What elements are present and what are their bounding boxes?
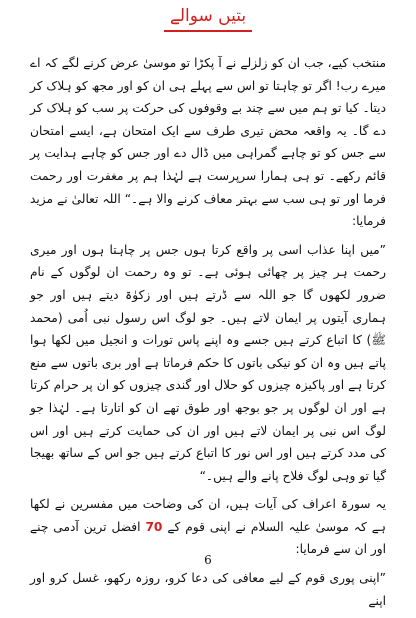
page-number: 6 (204, 553, 212, 567)
paragraph-3-after: افضل ترین آدمی چنے اور ان سے فرمایا: (30, 519, 386, 557)
paragraph-4: ”اپنی پوری قوم کے لیے معافی کی دعا کرو، روزہ رکھو، غسل کرو اور اپنے (30, 571, 386, 608)
highlighted-number: 70 (145, 519, 163, 534)
title-underline (164, 30, 252, 32)
paragraph-quote: ”میں اپنا عذاب اسی پر واقع کرتا ہوں جس پر چاہتا ہوں اور میری رحمت ہر چیز پر چھائی ہوئی ہے۔ تو وہ رحمت ان لوگوں کے نام ضرور لکھوں گا جو اللہ سے ڈرتے ہیں اور زکوٰۃ دیتے ہیں اور جو ہماری آیتوں پر ایمان لاتے ہیں۔ جو لوگ اس رسول نبی اُمی (محمد ﷺ) کا اتباع کرتے ہیں جسے وہ اپنے پاس تورات و انجیل میں لکھا ہوا پاتے ہیں وہ ان کو نیکی باتوں کا حکم فرماتا ہے اور بری باتوں سے منع کرتا ہے اور پاکیزہ چیزوں کو حلال اور گندی چیزوں کو ان پر حرام کرتا ہے اور ان لوگوں پر جو بوجھ اور طوق تھے ان کو اتارتا ہے۔ لہٰذا جو لوگ اس نبی پر ایمان لاتے ہیں اور ان کی حمایت کرتے ہیں اور اس کی مدد کرتے ہیں اور اس نور کا اتباع کرتے ہیں جو اس کے ساتھ بھیجا گیا تو وہی لوگ فلاح پانے والے ہیں۔“ (30, 242, 386, 483)
body-text (30, 52, 386, 618)
paragraph-1: منتخب کیے، جب ان کو زلزلے نے آ پکڑا تو موسیٰ عرض کرنے لگے کہ اے میرے رب! اگر تو چاہتا تو اس سے پہلے ہی ان کو اور مجھ کو ہلاک کر دیتا۔ کیا تو ہم میں سے چند بے وقوفوں کی حرکت پر سب کو ہلاک کر دے گا۔ یہ واقعہ محض تیری طرف سے ایک امتحان ہے، ایسے امتحان سے جس کو تو چاہے گمراہی میں ڈال دے اور جس کو چاہے ہدایت پر قائم رکھے۔ تو ہی ہمارا سرپرست ہے لہٰذا ہم پر مغفرت اور رحمت فرما اور تو ہی سب سے بہتر معاف کرنے والا ہے۔“ اللہ تعالیٰ نے مزید فرمایا: (30, 56, 386, 229)
paragraph-3 (30, 493, 386, 561)
page-title: بتیں سوالے (169, 6, 247, 26)
paragraph-3-before: یہ سورۃ اعراف کی آیات ہیں، ان کی وضاحت میں مفسرین نے لکھا ہے کہ موسیٰ علیہ السلام نے اپنی قوم کے (30, 497, 386, 534)
